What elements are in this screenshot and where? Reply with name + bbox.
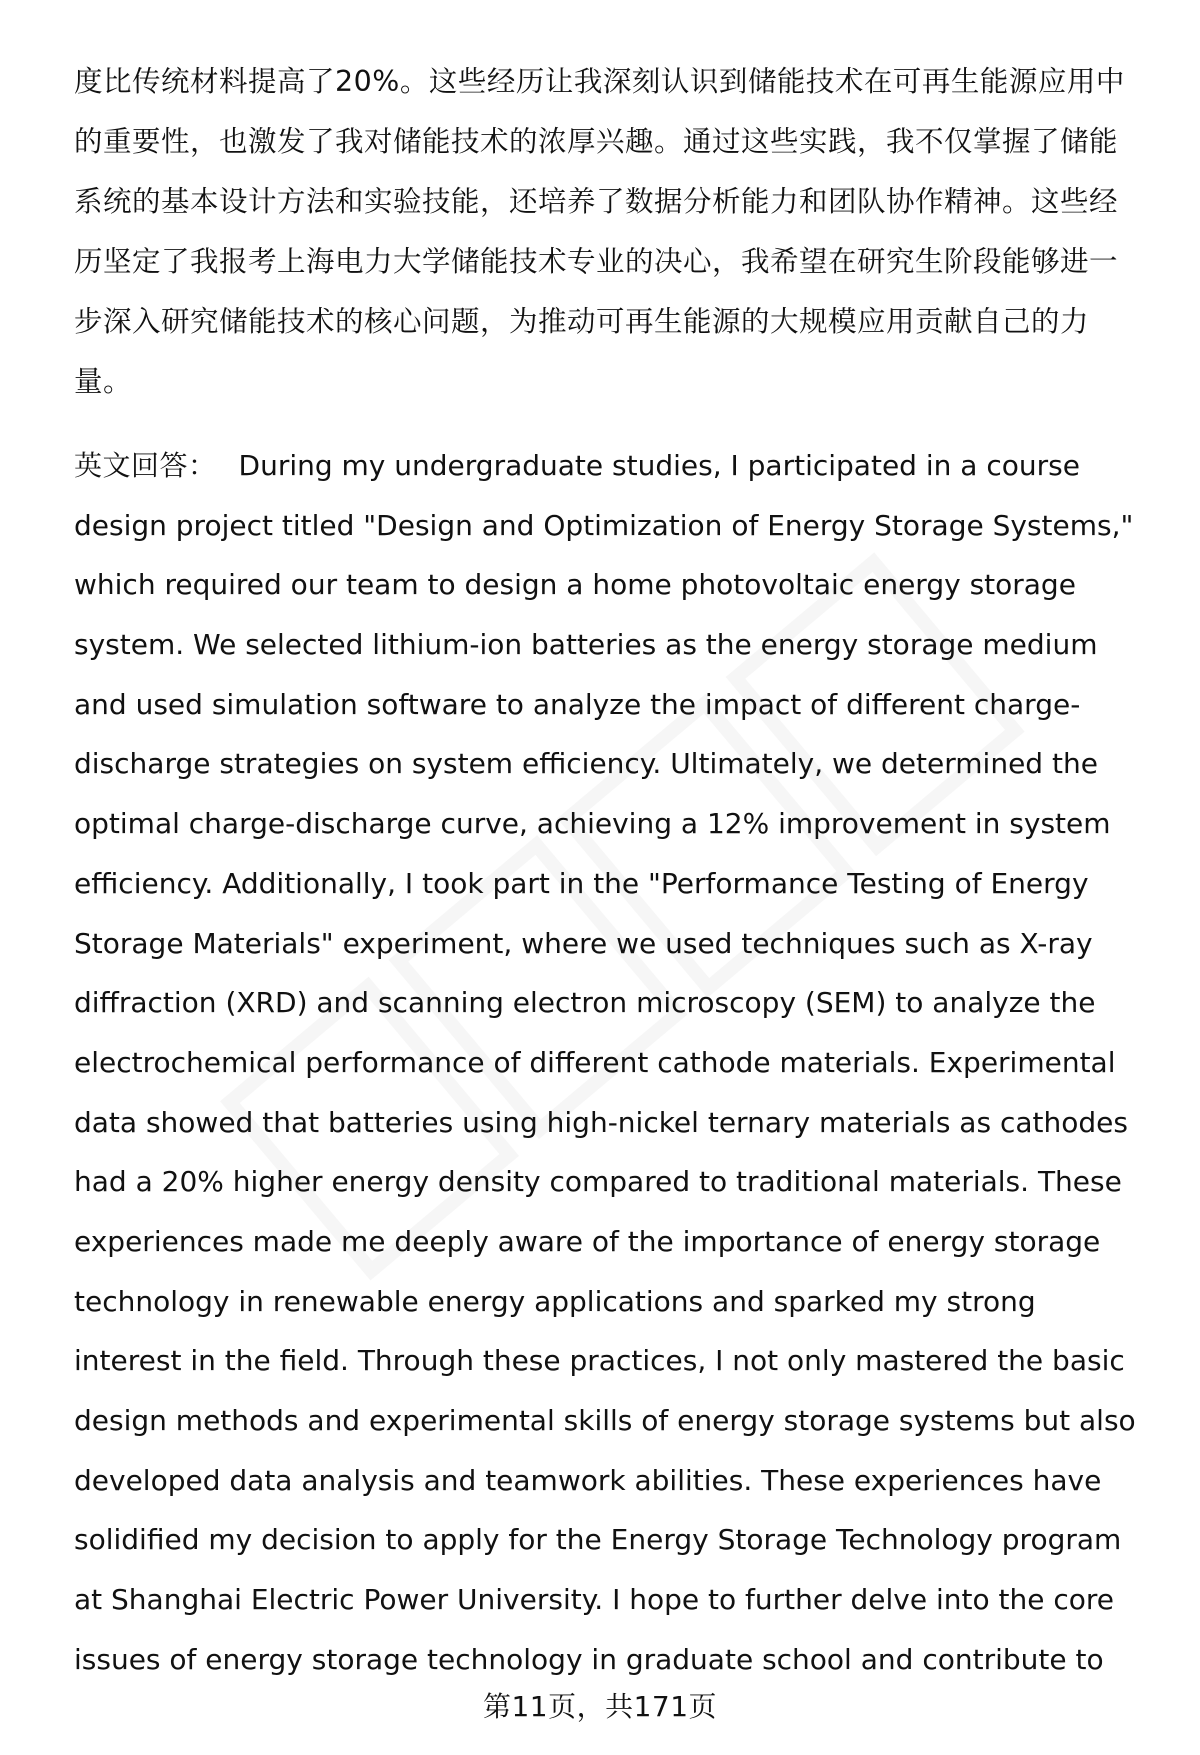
text-line-content: During my undergraduate studies, I participated in a course	[238, 449, 1080, 482]
text-line: and used simulation software to analyze the impact of different charge-	[74, 687, 1081, 721]
text-line: data showed that batteries using high-nickel ternary materials as cathodes	[74, 1105, 1128, 1139]
text-line: discharge strategies on system efficiency. Ultimately, we determined the	[74, 747, 1098, 781]
text-line: had a 20% higher energy density compared to traditional materials. These	[74, 1165, 1122, 1199]
text-line: system. We selected lithium-ion batteries as the energy storage medium	[74, 628, 1098, 662]
text-line: 历坚定了我报考上海电力大学储能技术专业的决心，我希望在研究生阶段能够进一	[74, 245, 1119, 278]
text-line: Storage Materials" experiment, where we used techniques such as X-ray	[74, 926, 1093, 960]
text-line: design project titled "Design and Optimization of Energy Storage Systems,"	[74, 508, 1134, 542]
text-line: technology in renewable energy applications and sparked my strong	[74, 1284, 1036, 1318]
text-line: experiences made me deeply aware of the importance of energy storage	[74, 1224, 1101, 1258]
text-line: 度比传统材料提高了20%。这些经历让我深刻认识到储能技术在可再生能源应用中	[74, 65, 1125, 98]
text-line: diffraction (XRD) and scanning electron microscopy (SEM) to analyze the	[74, 986, 1096, 1020]
text-line: developed data analysis and teamwork abilities. These experiences have	[74, 1463, 1102, 1497]
text-line: 步深入研究储能技术的核心问题，为推动可再生能源的大规模应用贡献自己的力	[74, 305, 1090, 338]
english-answer-paragraph	[74, 436, 1164, 1689]
text-line: issues of energy storage technology in graduate school and contribute to	[74, 1642, 1104, 1676]
text-line: 系统的基本设计方法和实验技能，还培养了数据分析能力和团队协作精神。这些经	[74, 185, 1119, 218]
page-number: 第11页，共171页	[482, 1690, 718, 1723]
text-line: at Shanghai Electric Power University. I hope to further delve into the core	[74, 1583, 1115, 1617]
text-line: efficiency. Additionally, I took part in the "Performance Testing of Energy	[74, 866, 1089, 900]
text-line: design methods and experimental skills of energy storage systems but also	[74, 1404, 1136, 1437]
text-line: solidified my decision to apply for the Energy Storage Technology program	[74, 1523, 1122, 1557]
text-line-first	[74, 436, 1164, 496]
text-line: which required our team to design a home photovoltaic energy storage	[74, 568, 1076, 602]
text-line: interest in the field. Through these practices, I not only mastered the basic	[74, 1344, 1125, 1378]
chinese-answer-paragraph	[74, 52, 1154, 412]
text-line: 的重要性，也激发了我对储能技术的浓厚兴趣。通过这些实践，我不仅掌握了储能	[74, 125, 1119, 158]
text-line: 量。	[74, 365, 133, 398]
text-line: electrochemical performance of different cathode materials. Experimental	[74, 1045, 1116, 1079]
text-line: optimal charge-discharge curve, achieving a 12% improvement in system	[74, 807, 1111, 841]
english-answer-label: 英文回答：	[74, 449, 217, 482]
